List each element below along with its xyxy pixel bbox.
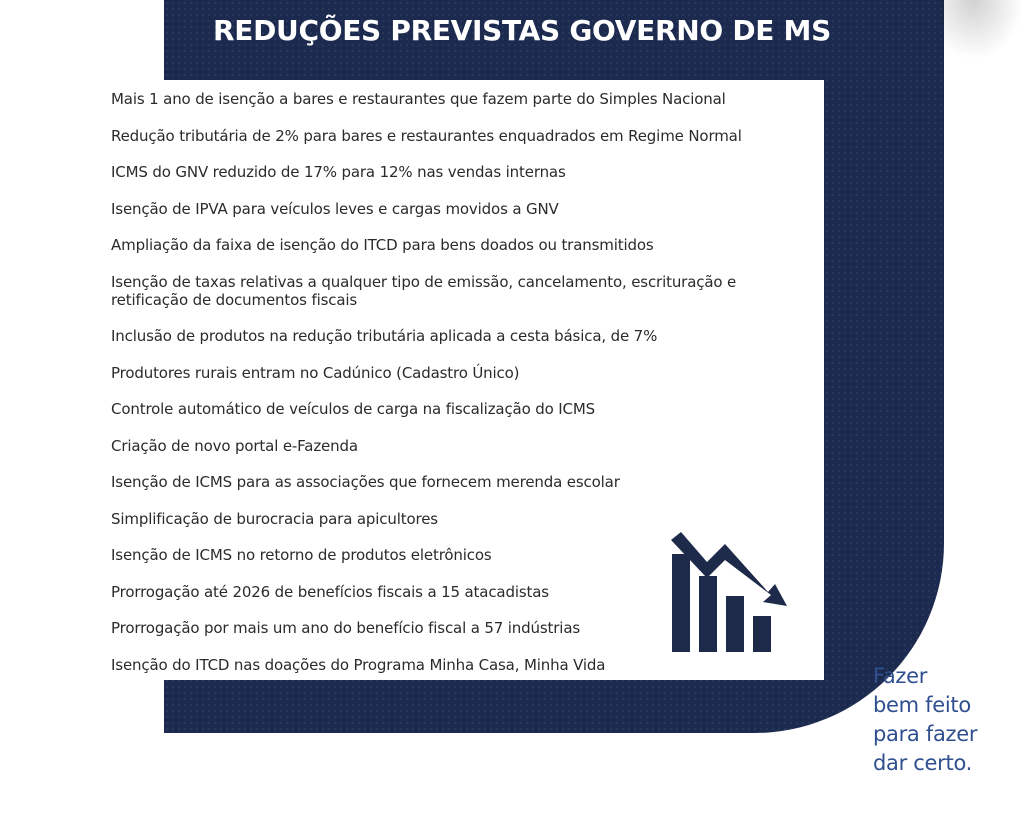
list-item: Produtores rurais entram no Cadúnico (Cadastro Único)	[111, 363, 520, 382]
list-item: Prorrogação por mais um ano do benefício fiscal a 57 indústrias	[111, 619, 581, 637]
list-item: Isenção do ITCD nas doações do Programa Minha Casa, Minha Vida	[111, 655, 606, 674]
bar-icon-4	[753, 616, 771, 652]
corner-shadow	[940, 0, 1024, 60]
bar-icon-1	[672, 554, 690, 652]
list-item: Isenção de IPVA para veículos leves e cargas movidos a GNV	[111, 199, 559, 218]
list-item: Isenção de ICMS no retorno de produtos eletrônicos	[111, 546, 492, 564]
slogan	[873, 662, 1023, 778]
slogan-line: bem feito	[873, 693, 971, 717]
declining-bar-chart-icon	[669, 532, 795, 654]
list-item: Simplificação de burocracia para apicultores	[111, 509, 438, 528]
bar-icon-3	[726, 596, 744, 652]
bar-icon-2	[699, 576, 717, 652]
slogan-line: dar certo.	[873, 751, 972, 775]
list-item: Isenção de taxas relativas a qualquer tipo de emissão, cancelamento, escrituração e retificação de documentos fiscais	[111, 272, 737, 309]
list-item: Controle automático de veículos de carga na fiscalização do ICMS	[111, 400, 596, 418]
list-item: Isenção de ICMS para as associações que fornecem merenda escolar	[111, 473, 620, 491]
list-item: Prorrogação até 2026 de benefícios fiscais a 15 atacadistas	[111, 582, 549, 601]
list-item: Criação de novo portal e-Fazenda	[111, 436, 358, 455]
list-item: Ampliação da faixa de isenção do ITCD para bens doados ou transmitidos	[111, 236, 654, 254]
slogan-line: Fazer	[873, 664, 928, 688]
list-item: Redução tributária de 2% para bares e restaurantes enquadrados em Regime Normal	[111, 126, 742, 145]
slogan-line: para fazer	[873, 722, 978, 746]
list-item: ICMS do GNV reduzido de 17% para 12% nas vendas internas	[111, 163, 566, 181]
page-title: REDUÇÕES PREVISTAS GOVERNO DE MS	[213, 14, 831, 47]
list-item: Mais 1 ano de isenção a bares e restaurantes que fazem parte do Simples Nacional	[111, 90, 726, 108]
list-item: Inclusão de produtos na redução tributária aplicada a cesta básica, de 7%	[111, 327, 658, 345]
